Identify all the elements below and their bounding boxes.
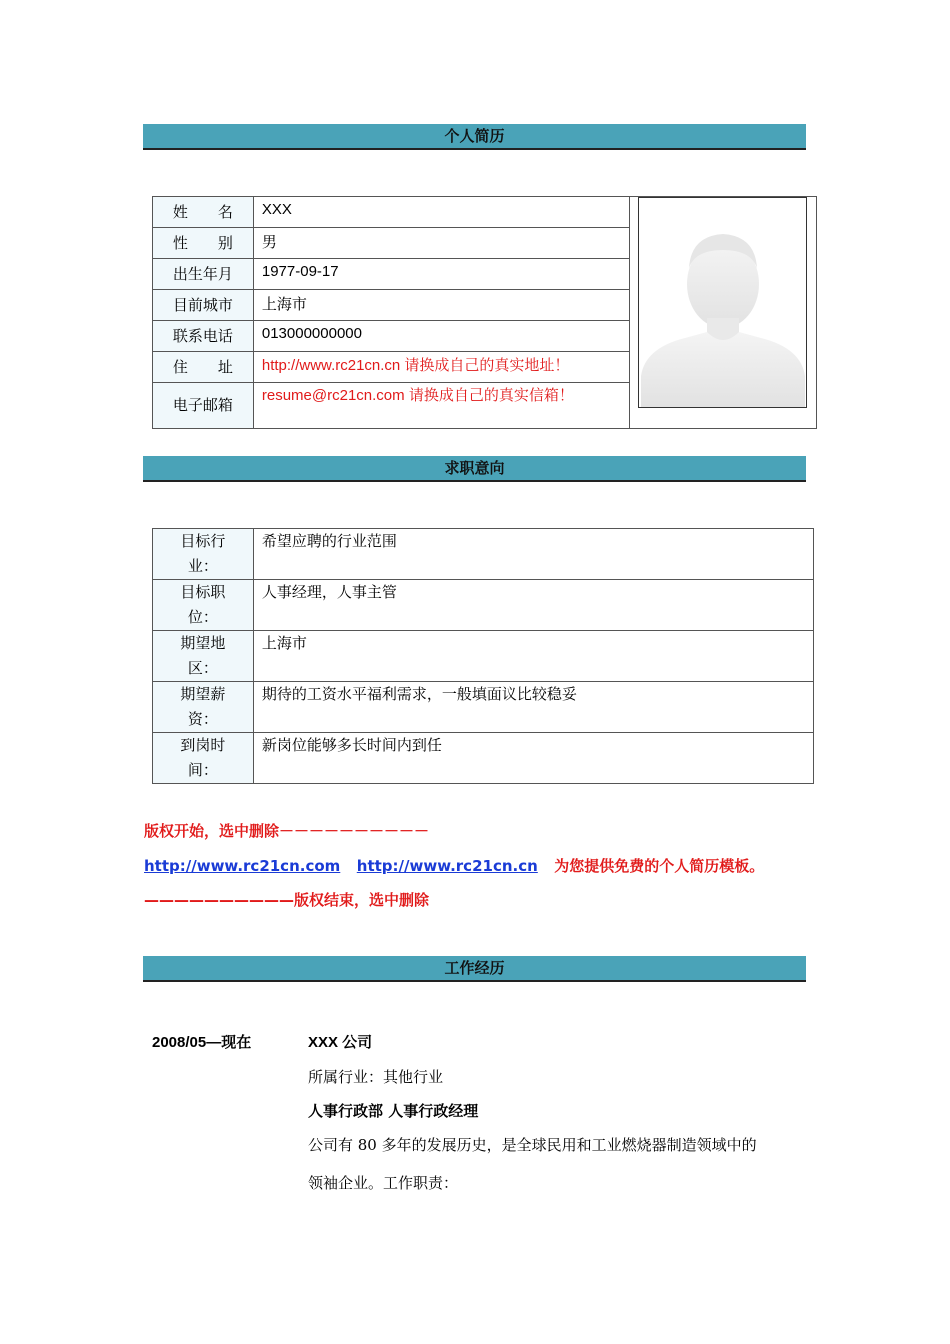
value-address: http://www.rc21cn.cn 请换成自己的真实地址！ xyxy=(253,352,630,383)
label-gender: 性 别 xyxy=(153,228,254,259)
copyright-start: 版权开始，选中删除－－－－－－－－－－ xyxy=(144,822,430,840)
label-phone: 联系电话 xyxy=(153,321,254,352)
label-email: 电子邮箱 xyxy=(153,383,254,429)
work-desc-line2: 领袖企业。工作职责： xyxy=(308,1174,459,1192)
work-desc-line1: 公司有 80 多年的发展历史，是全球民用和工业燃烧器制造领域中的 xyxy=(308,1136,757,1154)
label-industry-1: 目标行 xyxy=(180,532,226,550)
value-gender: 男 xyxy=(253,228,630,259)
copyright-promo: 为您提供免费的个人简历模板。 xyxy=(554,857,765,875)
copyright-end xyxy=(144,889,429,910)
work-position: 人事行政部 人事行政经理 xyxy=(308,1102,479,1120)
section-header-work: 工作经历 xyxy=(143,956,806,982)
link-rc21cn-cn[interactable]: http://www.rc21cn.cn xyxy=(356,857,538,875)
label-position-1: 目标职 xyxy=(180,583,226,601)
label-position-2: 位： xyxy=(187,608,218,626)
copyright-end-text: 版权结束，选中删除 xyxy=(294,891,430,909)
value-salary: 期待的工资水平福利需求，一般填面议比较稳妥 xyxy=(253,682,813,733)
value-phone: 013000000000 xyxy=(253,321,630,352)
value-name: XXX xyxy=(253,197,630,228)
photo-cell xyxy=(630,197,817,429)
value-onboard: 新岗位能够多长时间内到任 xyxy=(253,733,813,784)
label-position xyxy=(153,580,254,631)
label-name: 姓 名 xyxy=(153,197,254,228)
value-email: resume@rc21cn.com 请换成自己的真实信箱！ xyxy=(253,383,630,429)
label-address: 住 址 xyxy=(153,352,254,383)
value-industry: 希望应聘的行业范围 xyxy=(253,529,813,580)
label-salary xyxy=(153,682,254,733)
person-silhouette-icon xyxy=(639,198,806,407)
intent-table xyxy=(152,528,814,784)
label-onboard-1: 到岗时 xyxy=(180,736,226,754)
label-city: 目前城市 xyxy=(153,290,254,321)
label-onboard-2: 间： xyxy=(187,761,218,779)
photo-frame xyxy=(638,197,807,408)
value-birth: 1977-09-17 xyxy=(253,259,630,290)
label-birth: 出生年月 xyxy=(153,259,254,290)
label-salary-2: 资： xyxy=(187,710,218,728)
link-rc21cn-com[interactable]: http://www.rc21cn.com xyxy=(144,857,341,875)
section-header-intent: 求职意向 xyxy=(143,456,806,482)
copyright-links xyxy=(144,855,764,876)
work-industry: 所属行业：其他行业 xyxy=(308,1068,444,1086)
label-industry-2: 业： xyxy=(187,557,218,575)
label-region-2: 区： xyxy=(187,659,218,677)
profile-table xyxy=(152,196,817,429)
label-industry xyxy=(153,529,254,580)
section-header-profile: 个人简历 xyxy=(143,124,806,150)
label-onboard xyxy=(153,733,254,784)
value-region: 上海市 xyxy=(253,631,813,682)
copyright-end-dashes: —————————— xyxy=(144,891,294,909)
label-salary-1: 期望薪 xyxy=(180,685,226,703)
value-city: 上海市 xyxy=(253,290,630,321)
work-period: 2008/05—现在 xyxy=(152,1034,252,1051)
work-company: XXX 公司 xyxy=(308,1034,373,1051)
label-region xyxy=(153,631,254,682)
value-position: 人事经理，人事主管 xyxy=(253,580,813,631)
label-region-1: 期望地 xyxy=(180,634,226,652)
